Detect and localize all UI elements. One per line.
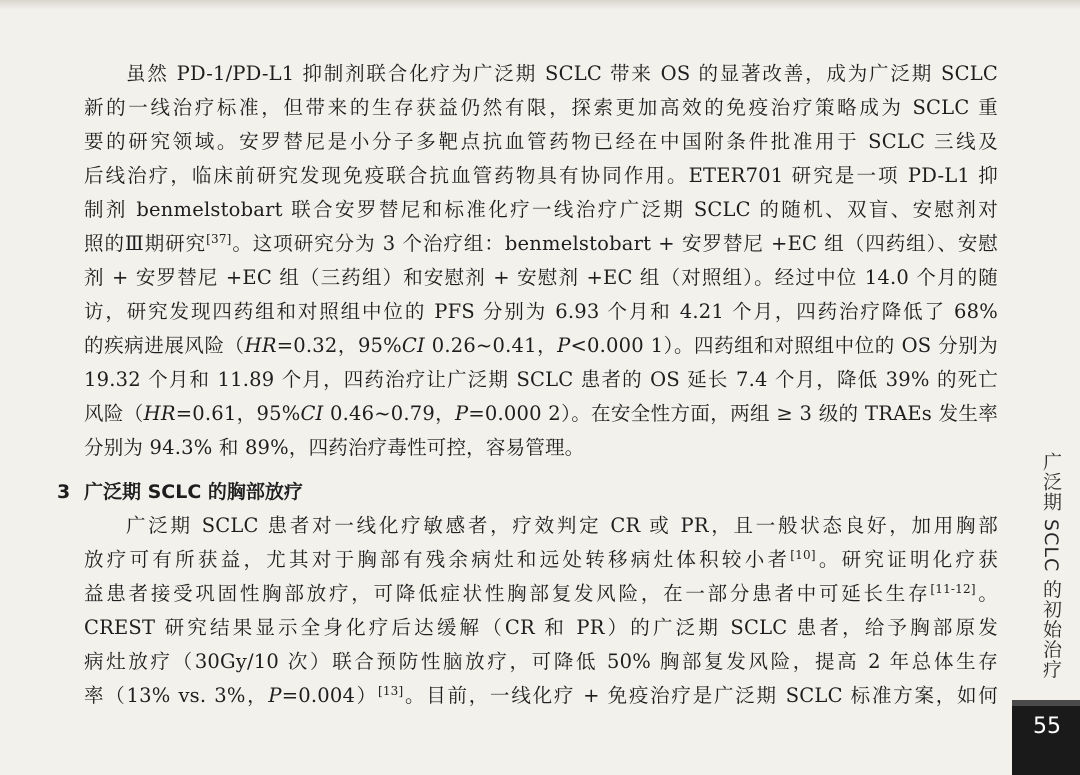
chapter-side-title: 广泛期 SCLC 的初始治疗	[1040, 452, 1062, 680]
hr-symbol: HR	[244, 334, 277, 357]
paragraph-1-line-4: 后线治疗，临床前研究发现免疫联合抗血管药物具有协同作用。ETER701 研究是一项 PD-L1 抑	[84, 164, 998, 187]
ci-symbol: CI	[300, 402, 324, 425]
text-segment: 。	[975, 582, 998, 605]
text-segment: 。目前，一线化疗 + 免疫治疗是广泛期 SCLC 标准方案，如何	[403, 684, 998, 707]
citation-ref-10: [10]	[790, 548, 816, 562]
text-segment: =0.32，95%	[276, 334, 402, 357]
citation-ref-13: [13]	[377, 684, 404, 698]
paragraph-2-line-2	[84, 543, 998, 577]
text-segment: 。这项研究分为 3 个治疗组：benmelstobart + 安罗替尼 +EC 组（四药组）、安慰	[231, 232, 998, 255]
paragraph-2-line-1: 广泛期 SCLC 患者对一线化疗敏感者，疗效判定 CR 或 PR，且一般状态良好，加用胸部	[126, 514, 998, 537]
ci-symbol: CI	[401, 334, 425, 357]
section-title: 广泛期 SCLC 的胸部放疗	[84, 481, 303, 503]
citation-ref-37: [37]	[206, 232, 232, 246]
paragraph-2-line-6	[84, 679, 998, 713]
paragraph-1-line-8: 访，研究发现四药组和对照组中位的 PFS 分别为 6.93 个月和 4.21 个月，四药治疗降低了 68%	[84, 300, 998, 323]
section-heading	[57, 475, 303, 509]
text-segment: 益患者接受巩固性胸部放疗，可降低症状性胸部复发风险，在一部分患者中可延长生存	[84, 582, 931, 605]
section-number: 3	[57, 481, 71, 503]
text-segment: =0.61，95%	[175, 402, 301, 425]
text-segment: 的疾病进展风险（	[84, 334, 245, 357]
paragraph-1-line-9	[84, 329, 998, 363]
text-segment: =0.004）	[281, 684, 378, 707]
paragraph-2-line-4: CREST 研究结果显示全身化疗后达缓解（CR 和 PR）的广泛期 SCLC 患者，给予胸部原发	[84, 616, 998, 639]
text-segment: 率（13% vs. 3%，	[84, 684, 269, 707]
text-segment: 照的Ⅲ期研究	[84, 232, 207, 255]
paragraph-1-line-7: 剂 + 安罗替尼 +EC 组（三药组）和安慰剂 + 安慰剂 +EC 组（对照组）。经过中位 14.0 个月的随	[84, 266, 998, 289]
p-symbol: P	[268, 684, 282, 707]
text-segment: 。研究证明化疗获	[815, 548, 999, 571]
text-segment: <0.000 1）。四药组和对照组中位的 OS 分别为	[570, 334, 998, 357]
paragraph-2-line-3	[84, 577, 998, 611]
text-segment: =0.000 2）。在安全性方面，两组 ≥ 3 级的 TRAEs 发生率	[468, 402, 998, 425]
p-symbol: P	[557, 334, 571, 357]
text-segment: 放疗可有所获益，尤其对于胸部有残余病灶和远处转移病灶体积较小者	[84, 548, 791, 571]
paragraph-1-line-6	[84, 227, 998, 261]
p-symbol: P	[455, 402, 469, 425]
paragraph-1-line-5: 制剂 benmelstobart 联合安罗替尼和标准化疗一线治疗广泛期 SCLC 的随机、双盲、安慰剂对	[84, 198, 998, 221]
paragraph-1-line-10: 19.32 个月和 11.89 个月，四药治疗让广泛期 SCLC 患者的 OS 延长 7.4 个月，降低 39% 的死亡	[84, 368, 998, 391]
paragraph-1-line-2: 新的一线治疗标准，但带来的生存获益仍然有限，探索更加高效的免疫治疗策略成为 SCLC 重	[84, 96, 998, 119]
text-segment: 0.46~0.79，	[323, 402, 456, 425]
text-segment: 0.26~0.41，	[424, 334, 558, 357]
text-segment: 风险（	[84, 402, 144, 425]
paragraph-2-line-5: 病灶放疗（30Gy/10 次）联合预防性脑放疗，可降低 50% 胸部复发风险，提高 2 年总体生存	[84, 650, 998, 673]
citation-ref-11-12: [11-12]	[930, 582, 976, 596]
paragraph-1-line-11	[84, 397, 998, 431]
paragraph-1-line-3: 要的研究领域。安罗替尼是小分子多靶点抗血管药物已经在中国附条件批准用于 SCLC 三线及	[84, 130, 998, 153]
hr-symbol: HR	[143, 402, 176, 425]
page-number: 55	[1033, 714, 1061, 739]
paragraph-1-line-12: 分别为 94.3% 和 89%，四药治疗毒性可控，容易管理。	[84, 436, 585, 459]
paragraph-1-line-1: 虽然 PD-1/PD-L1 抑制剂联合化疗为广泛期 SCLC 带来 OS 的显著改善，成为广泛期 SCLC	[126, 62, 998, 85]
